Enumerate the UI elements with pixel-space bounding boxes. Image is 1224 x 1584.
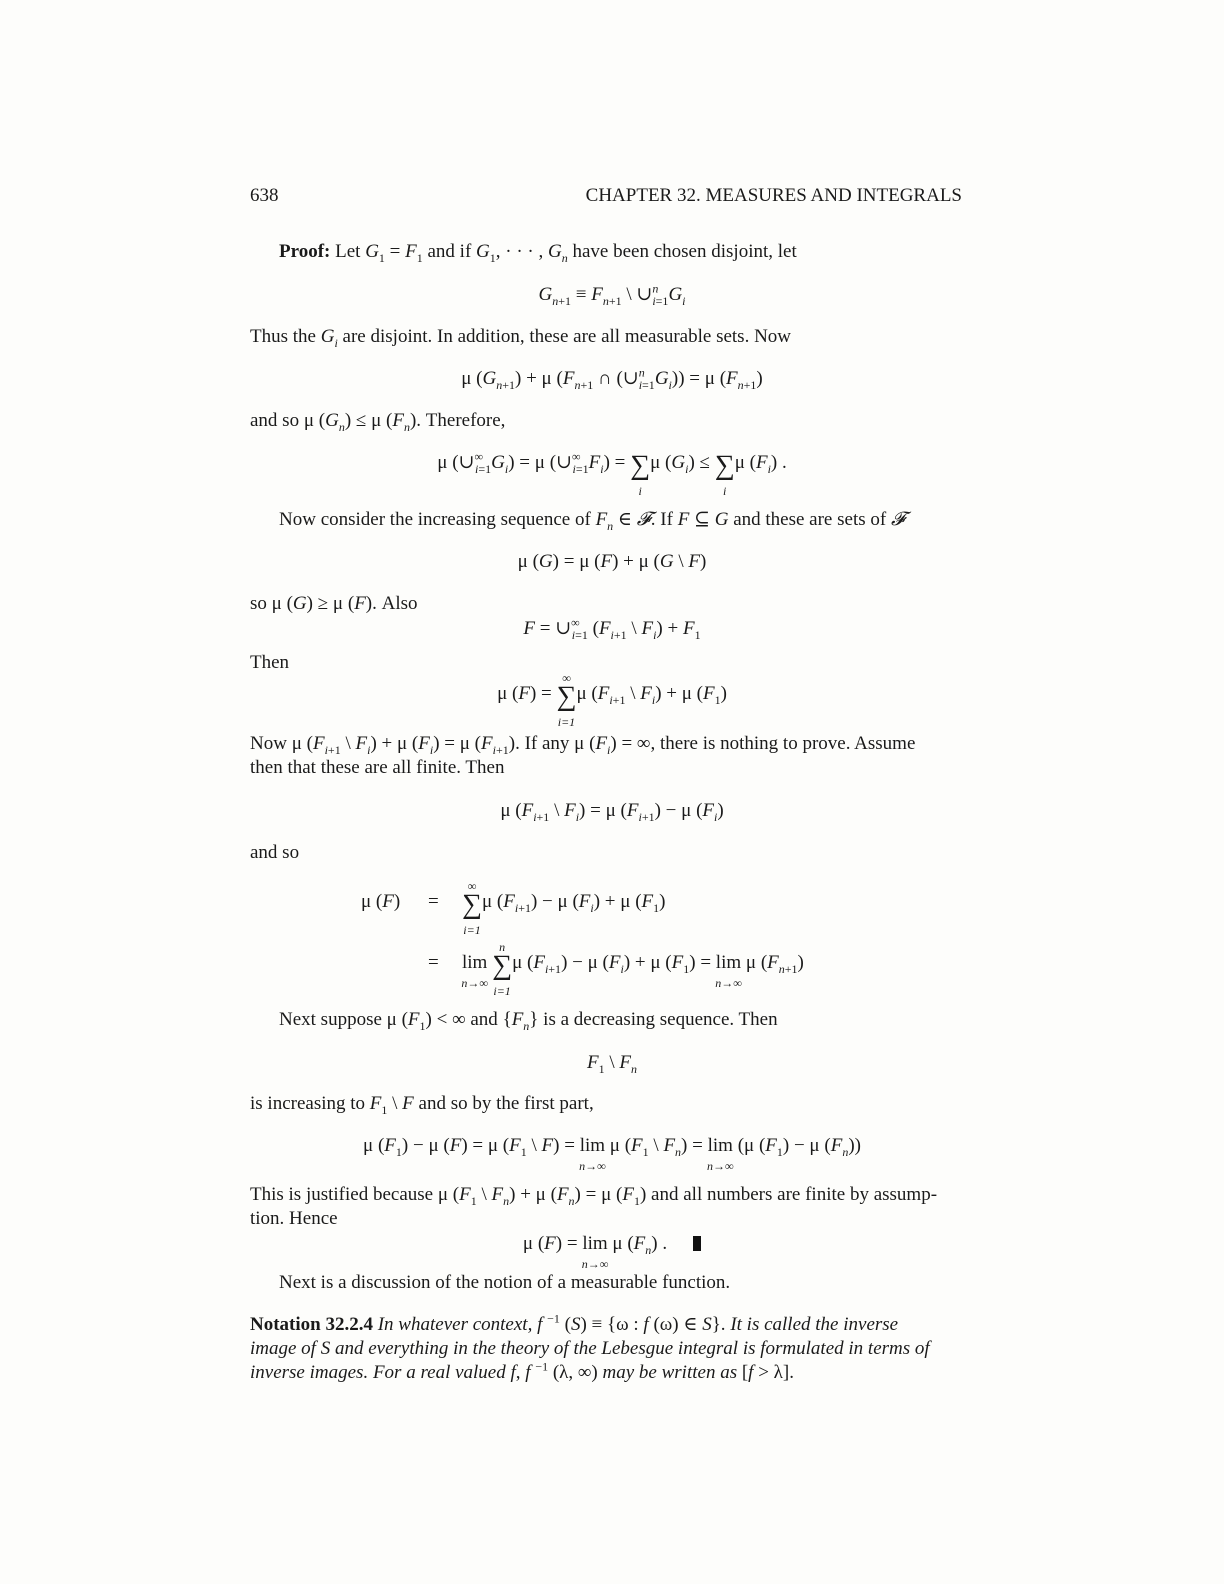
notation-block: Notation 32.2.4 In whatever context, f $^{-1}$ (S) ≡ {ω : f (ω) ∈ S}. It is called the inverse image of S and everything in the theory of the Lebesgue integral is formulated in terms of inverse images. For a real valued f, f $^{-1}$ (λ, ∞) may be written as [f > λ]. [250,1311,930,1383]
next-discussion-paragraph: Next is a discussion of the notion of a measurable function. [279,1272,731,1293]
page-number: 638 [250,185,279,206]
equation-measure-sum: μ $(G_{n+1}) + \mu$ ($F_{n+1}$ ∩ $(\cup^n_{i=1}G_i)) = \mu$ $(F_{n+1})$ [461,365,763,392]
running-header: CHAPTER 32. MEASURES AND INTEGRALS [585,185,962,206]
proof-intro: Proof: Let $G_1 = F_1$ and if $G_1$, · · · , $G_n$ have been chosen disjoint, let [279,241,797,265]
next-suppose-paragraph: Next suppose μ $(F_1)$ < ∞ and $\{F_n\}$ is a decreasing sequence. Then [279,1009,778,1033]
so-paragraph: so μ (G) ≥ μ (F). Also [250,593,418,614]
then-label-1: Then [250,652,290,673]
justified-paragraph: This is justified because μ ($F_1$ \ $F_n) + \mu$ $(F_n) = \mu$ $(F_1)$ and all numbers are finite by assump- tion. Hence [250,1184,938,1229]
equation-final-limit: μ (F) = lim n→∞ μ $(F_n)$ . [0,1232,1224,1256]
and-so-label-2: and so [250,842,300,863]
equation-mu-g: μ (G) = μ (F) + μ (G \ F) [517,551,707,572]
equation-f1-minus-fn: $F_1$ \ $F_n$ [587,1052,637,1076]
equals-sign-2: = [428,952,439,973]
equation-limit-difference: μ $(F_1) - \mu$ (F) = μ ($F_1$ \ F) = lim n→∞ μ ($F_1$ \ $F_n) = \lim$ n→∞ (μ $(F_1) - \mu$ $(F_n)$) [363,1135,861,1173]
equation-mu-f-series: μ (F) = ∞ ∑ i=1 μ ($F_{i+1}$ \ $F_i) + \mu$ $(F_1)$ [497,671,727,729]
thus-paragraph: Thus the $G_i$ are disjoint. In addition, these are all measurable sets. Now [250,326,792,350]
equation-f-union: $F = \cup^\infty_{i=1}$ ($F_{i+1}$ \ $F_i) + F_1$ [523,615,701,642]
proof-label: Proof: [279,241,331,262]
is-increasing-paragraph: is increasing to $F_1$ \ F and so by the first part, [250,1093,594,1117]
equation-aligned-rhs-2: lim n→∞ n ∑ i=1 μ $(F_{i+1}) - \mu$ $(F_i) + \mu$ $(F_1) = \lim$ n→∞ μ $(F_{n+1})$ [461,940,804,998]
qed-mark [693,1236,701,1251]
equation-union-bound: μ $(\cup^\infty_{i=1}G_i) = \mu$ $(\cup^\infty_{i=1}F_i)$ = ∑ i μ $(G_i)$ ≤ ∑ i μ $(F_i)$ . [437,449,787,498]
notation-label: Notation 32.2.4 [250,1314,373,1335]
equals-sign-1: = [428,891,439,912]
equation-aligned-rhs-1: ∞ ∑ i=1 μ $(F_{i+1}) - \mu$ $(F_i) + \mu$ $(F_1)$ [462,879,666,937]
now-consider-paragraph: Now consider the increasing sequence of $F_n$ ∈ 𝓕. If F ⊆ G and these are sets of 𝓕 [279,509,905,533]
equation-aligned-lhs: μ (F) [361,891,401,912]
and-so-paragraph: and so μ $(G_n) \le \mu$ $(F_n)$. Therefore, [250,410,506,434]
equation-difference: μ ($F_{i+1}$ \ $F_i) = \mu$ $(F_{i+1}) - \mu$ $(F_i)$ [500,800,724,824]
equation-g-def: $G_{n+1} \equiv F_{n+1}$ \ $\cup^n_{i=1}G_i$ [538,281,686,308]
now-mu-paragraph: Now μ ($F_{i+1}$ \ $F_i) + \mu$ $(F_i) = \mu$ $(F_{i+1})$. If any μ $(F_i)$ = ∞, there is nothing to prove. Assume then that these are all finite. Then [250,733,916,778]
